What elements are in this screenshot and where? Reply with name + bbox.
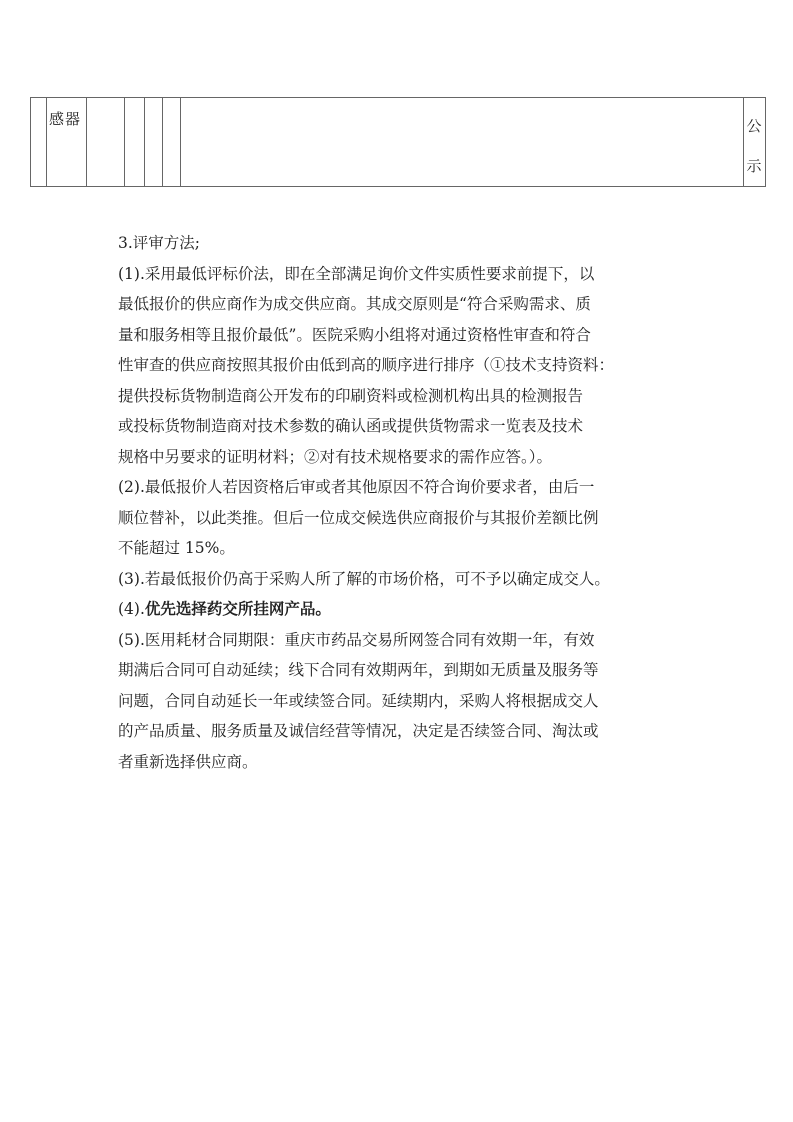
bold-text: 优先选择药交所挂网产品。 bbox=[144, 599, 331, 618]
text-line: (1).采用最低评标价法，即在全部满足询价文件实质性要求前提下，以 bbox=[118, 264, 595, 283]
table-fragment bbox=[30, 97, 766, 187]
text-line: (5).医用耗材合同期限：重庆市药品交易所网签合同有效期一年，有效 bbox=[118, 630, 595, 649]
table-cell-empty bbox=[181, 98, 744, 187]
section-body bbox=[118, 228, 688, 777]
table-cell-vertical bbox=[744, 98, 766, 187]
table-cell-empty bbox=[31, 98, 47, 187]
item-prefix: (4). bbox=[118, 600, 145, 618]
vertical-label: 公示 bbox=[746, 117, 762, 175]
text-line: 期满后合同可自动延续；线下合同有效期两年，到期如无质量及服务等 bbox=[118, 661, 599, 679]
item-5 bbox=[118, 625, 688, 778]
table-cell-empty bbox=[87, 98, 125, 187]
text-line: 最低报价的供应商作为成交供应商。其成交原则是“符合采购需求、质 bbox=[118, 295, 591, 313]
table-cell-empty bbox=[163, 98, 181, 187]
text-line: 性审查的供应商按照其报价由低到高的顺序进行排序（①技术支持资料： bbox=[118, 356, 615, 374]
section-heading: 3.评审方法; bbox=[118, 234, 201, 252]
table-cell-empty bbox=[145, 98, 163, 187]
text-line: 或投标货物制造商对技术参数的确认函或提供货物需求一览表及技术 bbox=[118, 417, 584, 435]
text-line: 提供投标货物制造商公开发布的印刷资料或检测机构出具的检测报告 bbox=[118, 386, 584, 405]
item-3 bbox=[118, 564, 688, 595]
table-cell-empty bbox=[125, 98, 145, 187]
text-line: 的产品质量、服务质量及诚信经营等情况，决定是否续签合同、淘汰或 bbox=[118, 722, 599, 740]
text-line: (3).若最低报价仍高于采购人所了解的市场价格，可不予以确定成交人。 bbox=[118, 569, 610, 588]
text-line: 量和服务相等且报价最低”。医院采购小组将对通过资格性审查和符合 bbox=[118, 325, 591, 344]
text-line: 者重新选择供应商。 bbox=[118, 752, 258, 771]
table-cell-label bbox=[47, 98, 87, 187]
item-4 bbox=[118, 594, 688, 625]
text-line: 不能超过 15%。 bbox=[118, 539, 235, 557]
text-line: 规格中另要求的证明材料；②对有技术规格要求的需作应答。）。 bbox=[118, 447, 553, 466]
item-1 bbox=[118, 259, 688, 473]
text-line: 问题，合同自动延长一年或续签合同。延续期内，采购人将根据成交人 bbox=[118, 691, 599, 710]
text-line: (2).最低报价人若因资格后审或者其他原因不符合询价要求者，由后一 bbox=[118, 478, 595, 496]
table-row bbox=[31, 98, 766, 187]
text-line: 顺位替补，以此类推。但后一位成交候选供应商报价与其报价差额比例 bbox=[118, 508, 599, 527]
row-label: 感器 bbox=[49, 110, 82, 128]
item-2 bbox=[118, 472, 688, 564]
